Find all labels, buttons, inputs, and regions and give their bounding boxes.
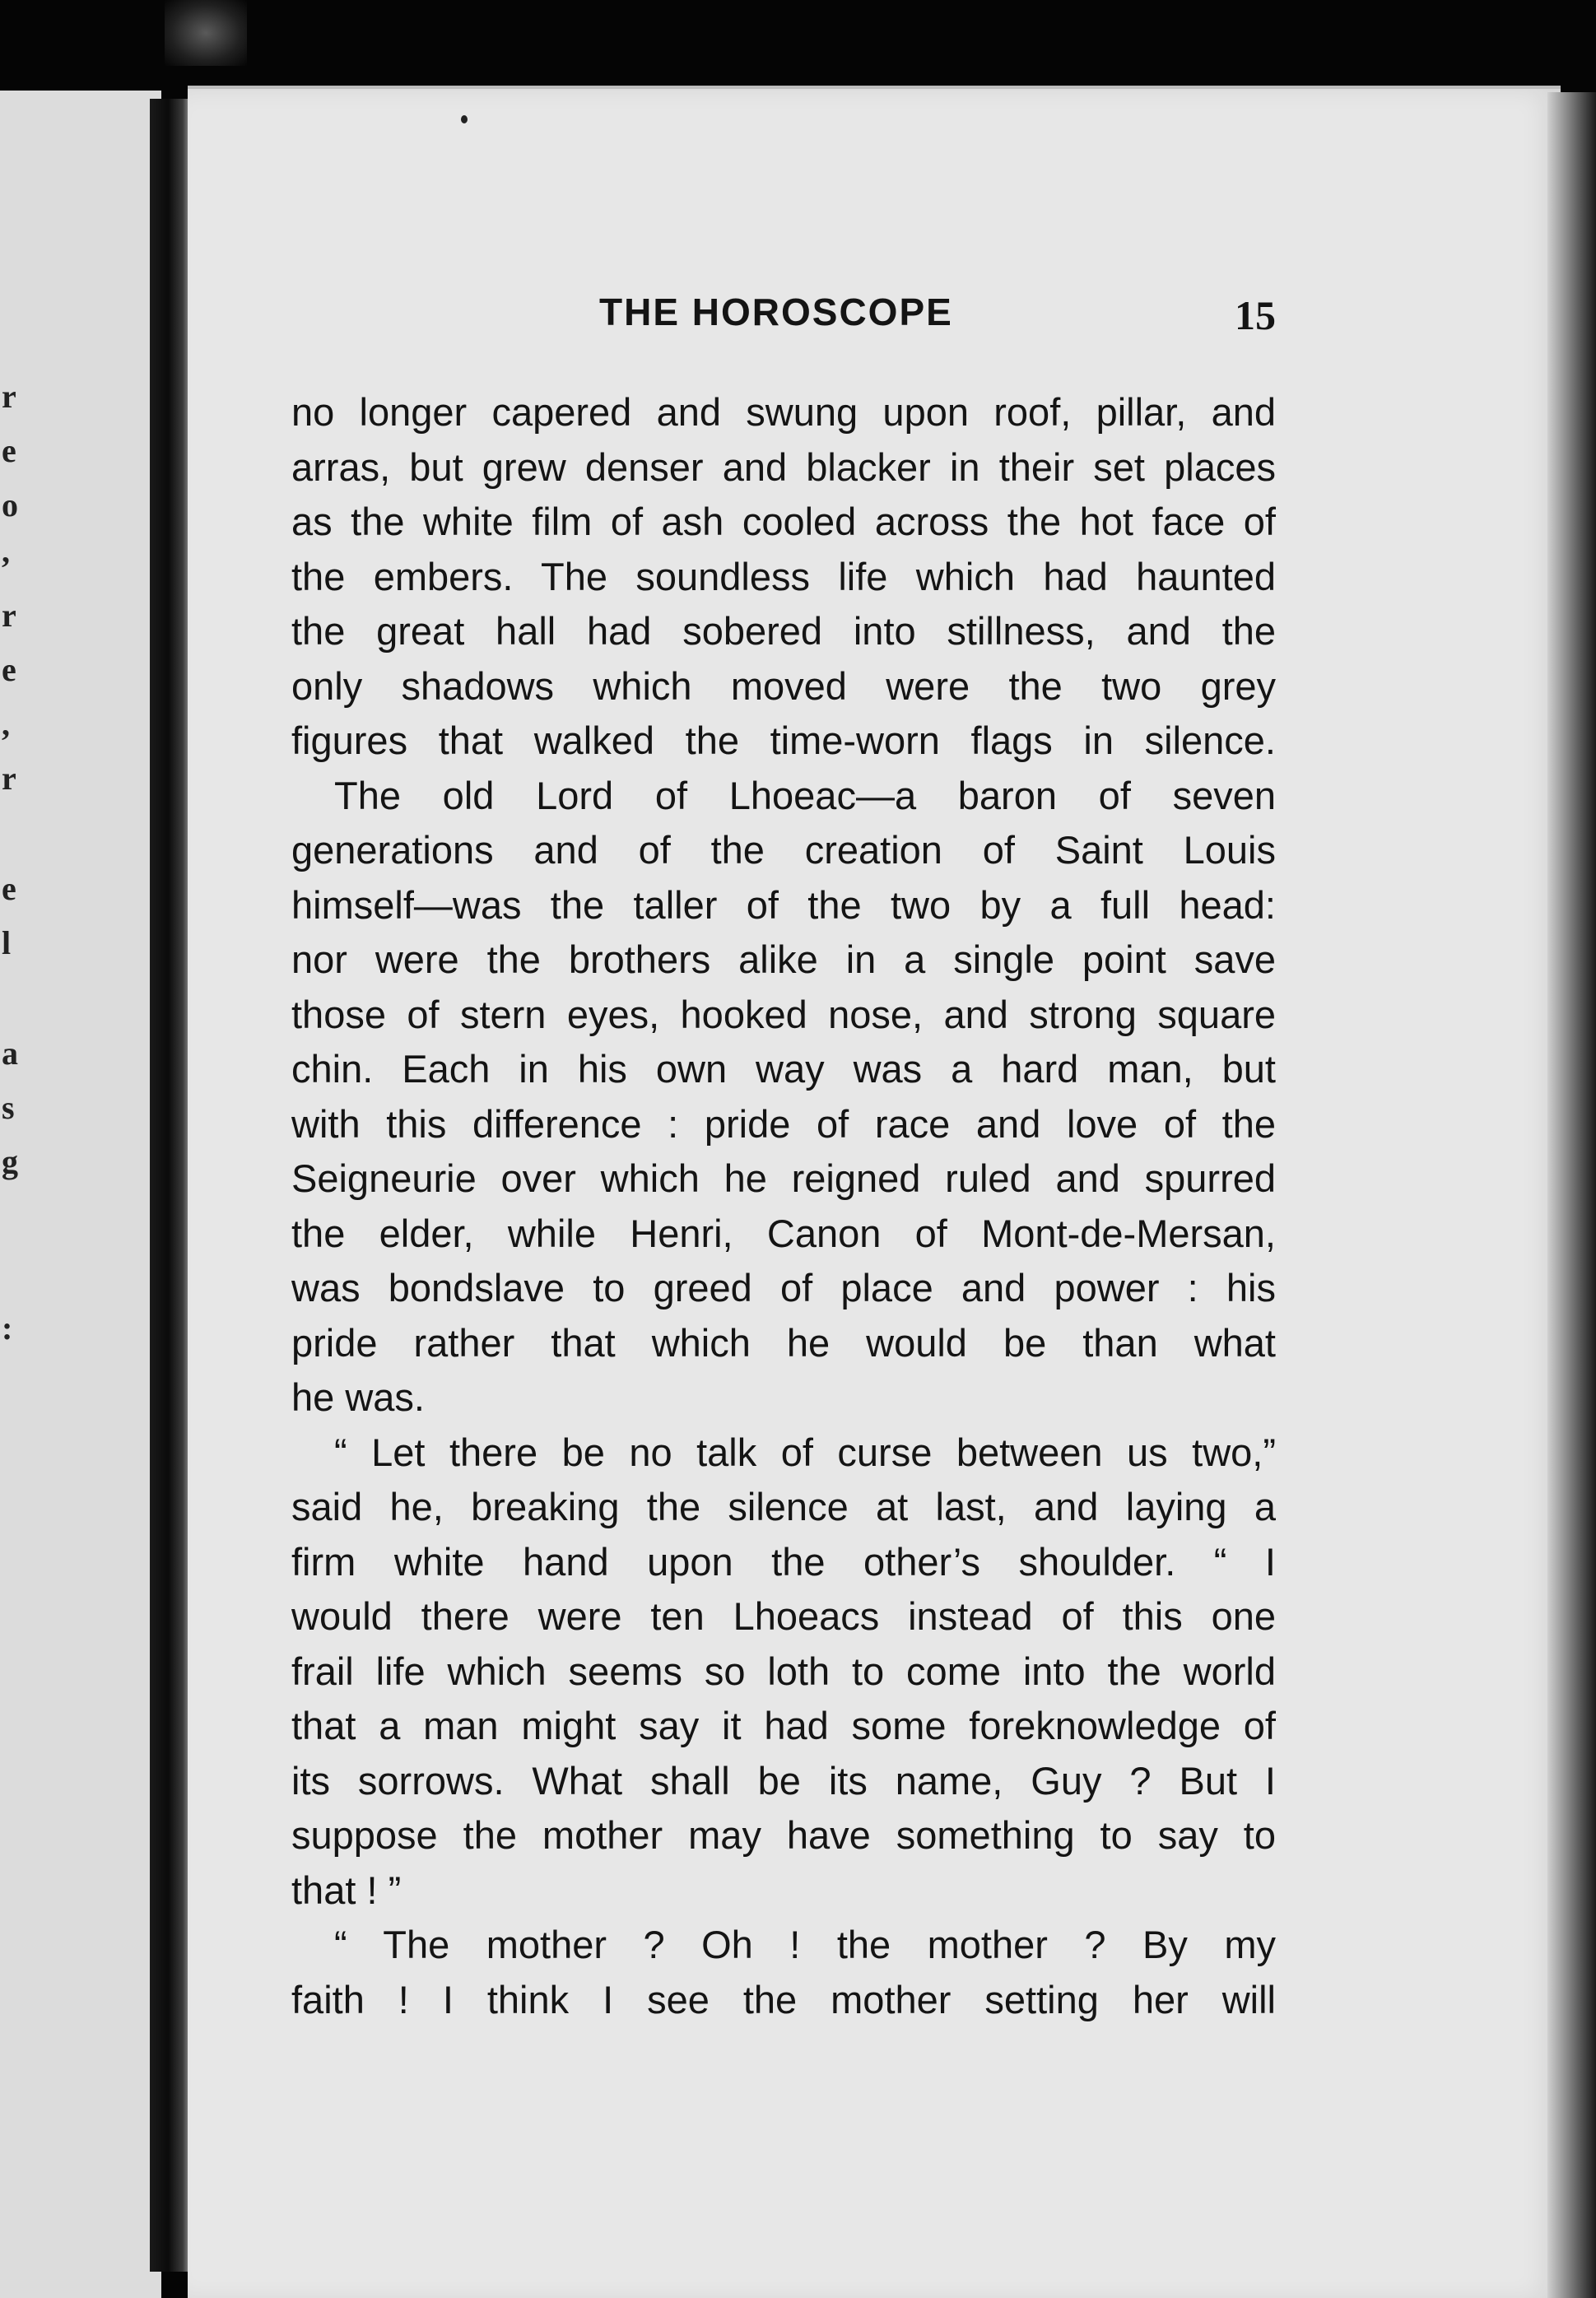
text-line: no longer capered and swung upon roof, pillar, and	[291, 390, 1276, 434]
text-line: chin. Each in his own way was a hard man, but	[291, 1047, 1276, 1091]
text-line: pride rather that which he would be than what	[291, 1320, 1276, 1365]
edge-letter: a	[2, 1035, 18, 1072]
edge-letter: r	[2, 378, 16, 415]
text-line: himself—was the taller of the two by a full head:	[291, 882, 1276, 927]
page-right-edge	[1547, 92, 1596, 2298]
edge-letter: g	[2, 1143, 18, 1180]
text-line: faith ! I think I see the mother setting her will	[291, 1977, 1276, 2021]
text-line: the embers. The soundless life which had haunted	[291, 554, 1276, 598]
running-title: THE HOROSCOPE	[599, 291, 953, 333]
edge-letter: l	[2, 924, 12, 961]
edge-letter: e	[2, 432, 16, 469]
text-line: suppose the mother may have something to say to	[291, 1813, 1276, 1857]
text-line: frail life which seems so loth to come into the world	[291, 1649, 1276, 1693]
text-line: “ The mother ? Oh ! the mother ? By my	[334, 1923, 1276, 1966]
text-line: would there were ten Lhoeacs instead of this one	[291, 1594, 1276, 1638]
text-line: “ Let there be no talk of curse between us two,”	[334, 1430, 1276, 1474]
text-line: the great hall had sobered into stillness, and the	[291, 609, 1276, 653]
page-number: 15	[1235, 292, 1276, 338]
edge-letter: r	[2, 760, 16, 797]
text-line: as the white film of ash cooled across the hot face of	[291, 500, 1276, 543]
edge-letter: s	[2, 1089, 15, 1126]
ink-speck	[461, 115, 468, 123]
edge-letter: e	[2, 870, 16, 907]
text-line: nor were the brothers alike in a single point save	[291, 937, 1276, 981]
text-line: Seigneurie over which he reigned ruled and spurred	[291, 1156, 1276, 1200]
scan-smudge	[165, 0, 247, 66]
running-head	[296, 290, 1276, 347]
edge-letter: ,	[2, 705, 10, 742]
edge-letter: r	[2, 597, 16, 634]
text-line: generations and of the creation of Saint Louis	[291, 828, 1276, 872]
facing-page-edge	[0, 91, 161, 2298]
text-line: arras, but grew denser and blacker in their set places	[291, 444, 1276, 489]
text-line: he was.	[291, 1375, 425, 1419]
text-line: The old Lord of Lhoeac—a baron of seven	[334, 773, 1276, 817]
body-text	[291, 385, 1276, 2027]
edge-letter: :	[2, 1309, 13, 1347]
text-line: firm white hand upon the other’s shoulder. “ I	[291, 1539, 1276, 1584]
text-line: said he, breaking the silence at last, and laying a	[291, 1485, 1276, 1528]
text-line: that ! ”	[291, 1868, 402, 1912]
text-line: its sorrows. What shall be its name, Guy ? But I	[291, 1758, 1276, 1803]
book-gutter	[150, 99, 191, 2272]
edge-letter: o	[2, 486, 18, 523]
text-line: the elder, while Henri, Canon of Mont-de-Mersan,	[291, 1211, 1276, 1255]
text-line: those of stern eyes, hooked nose, and strong square	[291, 992, 1276, 1036]
text-line: with this difference : pride of race and love of the	[291, 1101, 1276, 1146]
text-line: figures that walked the time-worn flags in silence.	[291, 719, 1276, 762]
edge-letter: e	[2, 651, 16, 688]
text-line: that a man might say it had some foreknowledge of	[291, 1704, 1276, 1747]
edge-letter: ,	[2, 533, 10, 570]
text-line: only shadows which moved were the two grey	[291, 663, 1276, 708]
text-line: was bondslave to greed of place and power : his	[291, 1266, 1276, 1309]
